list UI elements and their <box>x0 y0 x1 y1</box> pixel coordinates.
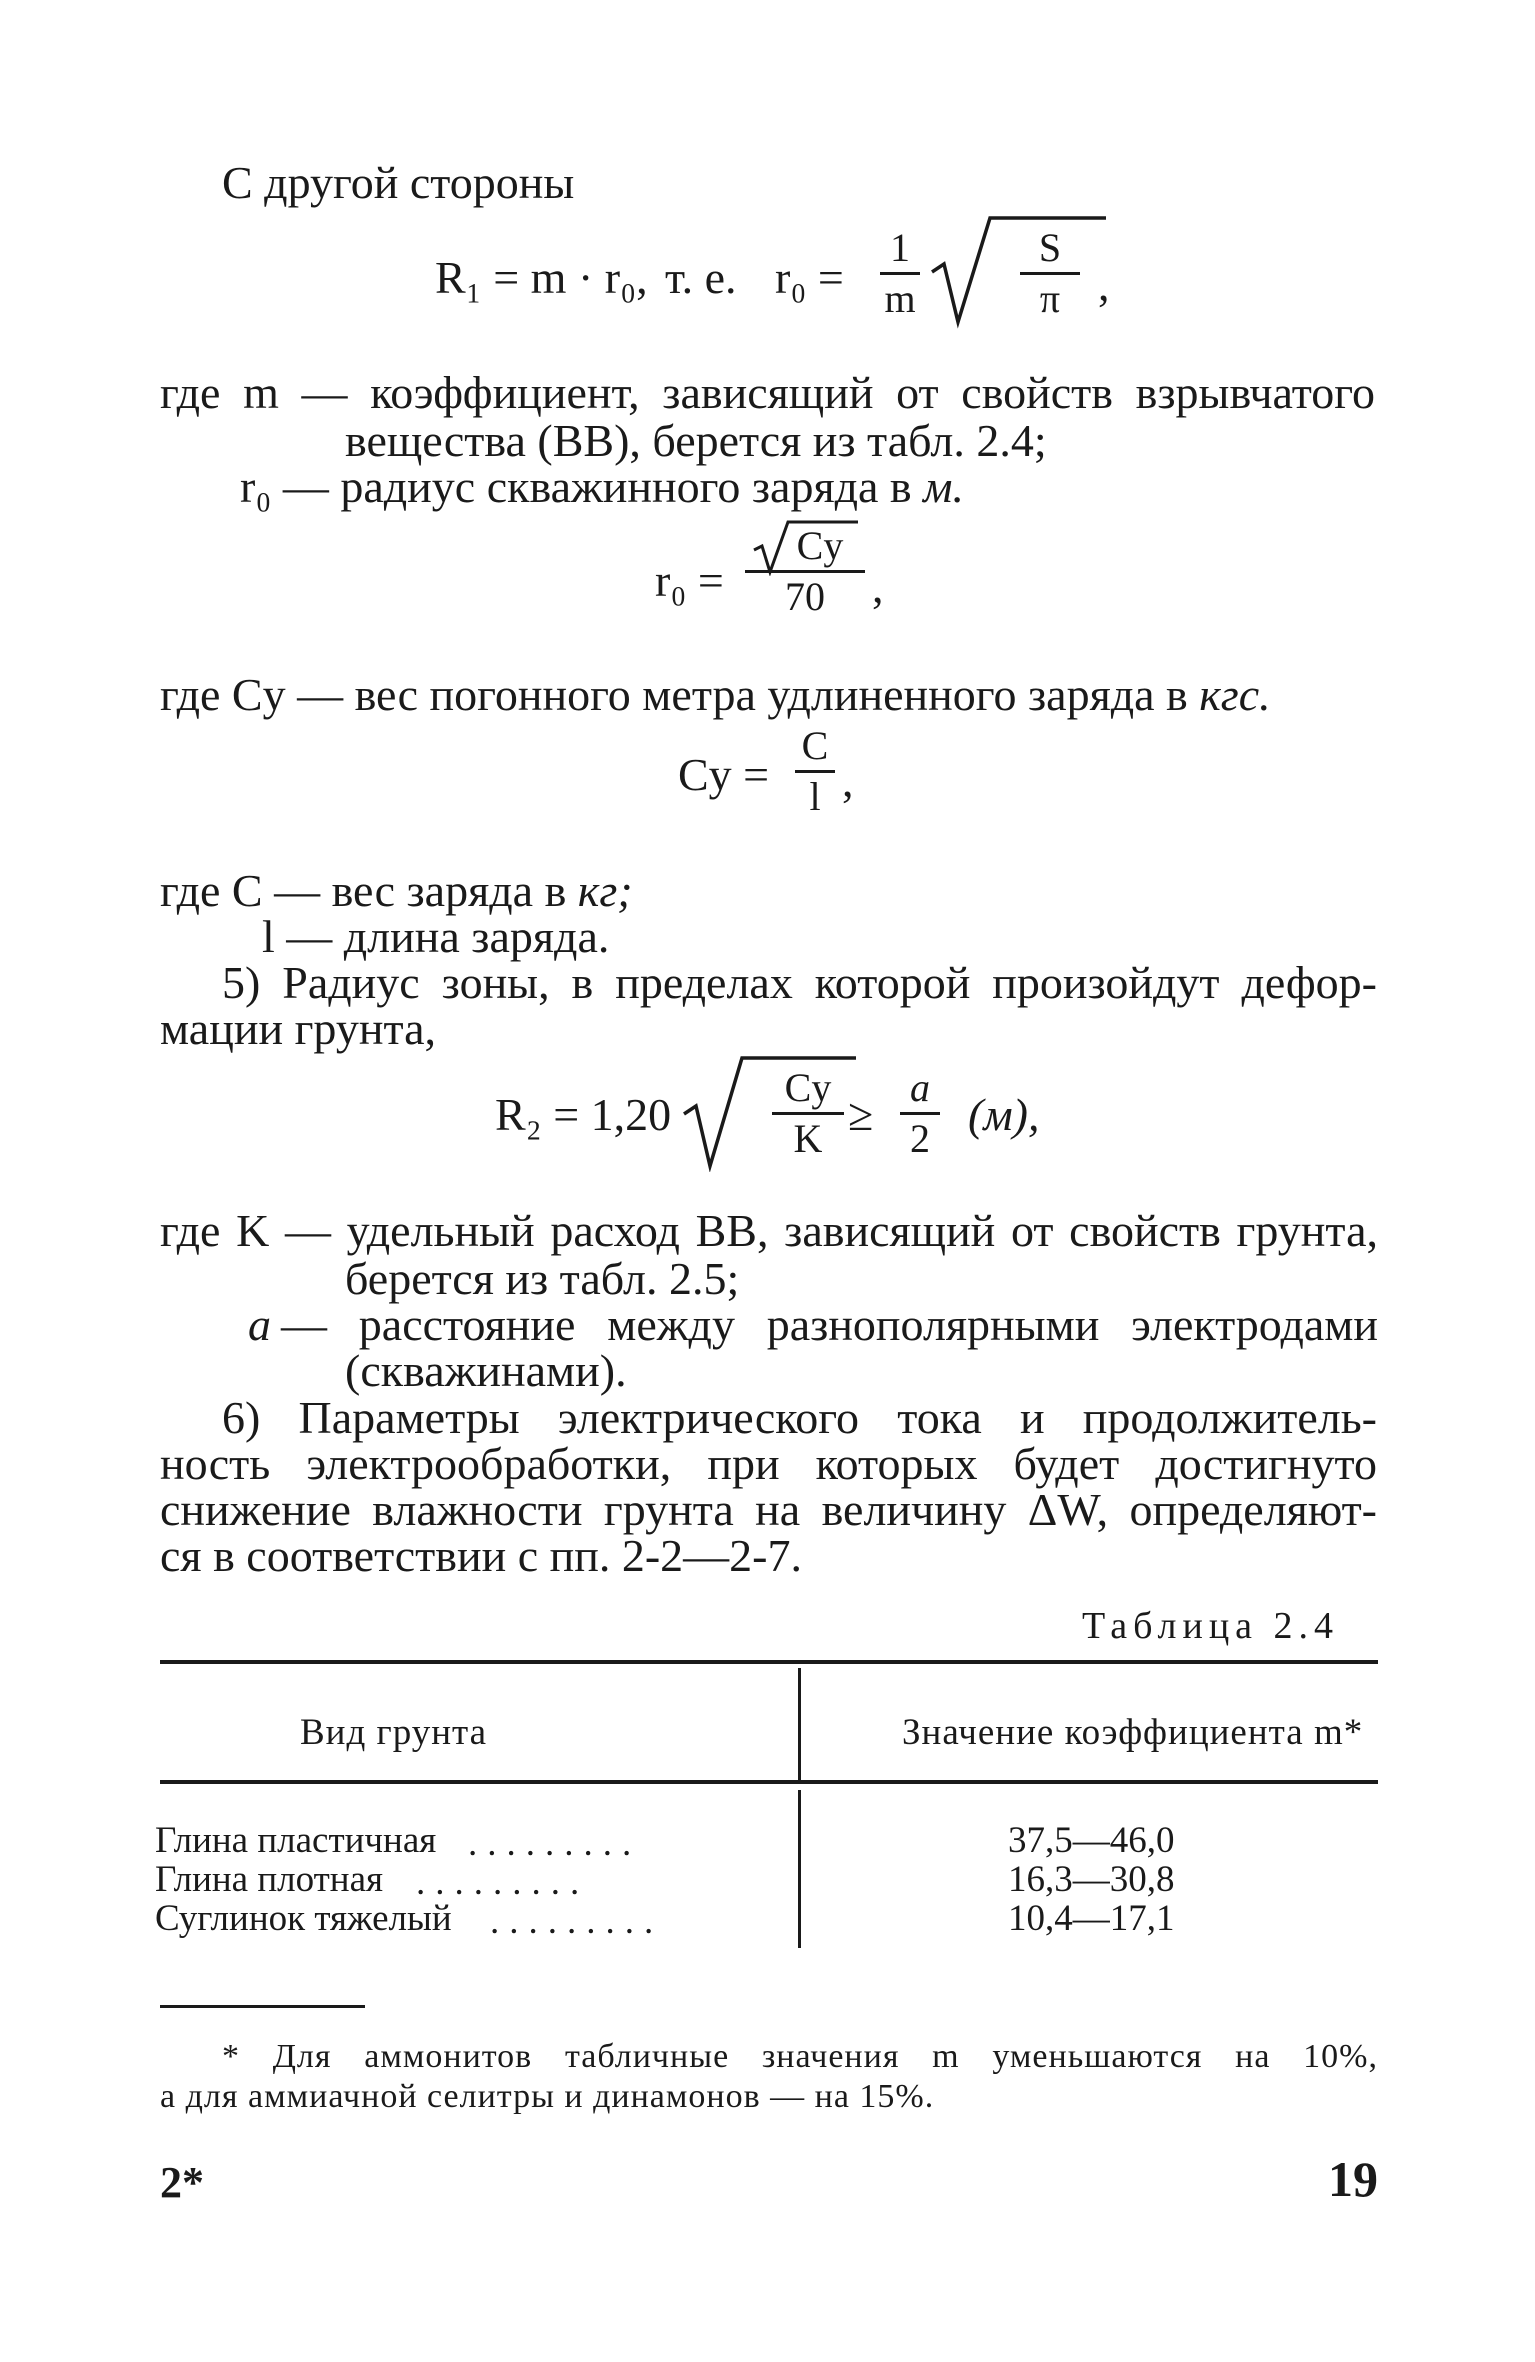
table-leader-dots: ......... <box>490 1901 664 1942</box>
table-cell-coefficient: 16,3—30,8 <box>1008 1859 1175 1900</box>
formula-r0-lhs: r₀ = <box>655 555 724 606</box>
where-c-line <box>160 865 633 916</box>
item6-line4: ся в соответствии с пп. 2-2—2-7. <box>160 1530 803 1581</box>
where-l-line: l — длина заряда. <box>262 911 610 962</box>
where-m-cont: вещества (ВВ), берется из табл. 2.4; <box>345 415 1047 466</box>
fraction-numerator: Cу <box>796 523 844 568</box>
item5-line1 <box>222 957 1377 1008</box>
where-m-line <box>160 367 1375 418</box>
where-cy-text: где Cу — вес погонного метра удлиненного заряда в <box>160 669 1188 720</box>
where-k-line2: берется из табл. 2.5; <box>345 1253 740 1304</box>
table-cell-coefficient: 10,4—17,1 <box>1008 1898 1175 1939</box>
signature-mark: 2* <box>160 2158 204 2207</box>
where-k-line1-text: где K — удельный расход ВВ, зависящий от свойств грунта, <box>160 1205 1378 1256</box>
fraction-cy-over-k <box>772 1065 844 1161</box>
where-k-line1 <box>160 1205 1378 1256</box>
footnote-line1 <box>222 2040 1378 2074</box>
table-header-divider <box>798 1668 801 1780</box>
where-cy-unit: кгс. <box>1199 669 1271 720</box>
formula-r2-ge: ≥ <box>848 1089 874 1140</box>
where-c-unit: кг; <box>577 865 633 916</box>
fraction-cy-over-70 <box>745 523 865 619</box>
fraction-bar <box>900 1112 940 1115</box>
where-a-text: — расстояние между разнополярными электродами <box>281 1299 1378 1350</box>
formula-r1-lhs: R₁ = m · r₀, <box>435 252 648 303</box>
fraction-numerator: S <box>1038 225 1062 270</box>
footnote-line2: а для аммиачной селитры и динамонов — на 15%. <box>160 2078 935 2115</box>
table-cell-soil: Суглинок тяжелый <box>155 1898 452 1939</box>
where-cy-line <box>160 669 1271 720</box>
formula-r2-unit: (м), <box>968 1089 1040 1140</box>
fraction-denominator: 2 <box>910 1116 930 1161</box>
fraction-bar <box>880 272 920 275</box>
formula-r0-comma: , <box>872 561 884 612</box>
footnote-line1-text: * Для аммонитов табличные значения m уменьшаются на 10%, <box>222 2038 1378 2075</box>
formula-r1-te: т. е. <box>665 252 737 303</box>
fraction-bar <box>795 770 835 773</box>
fraction-c-over-l <box>795 723 835 819</box>
table-header-rule <box>160 1780 1378 1784</box>
fraction-1-over-m <box>880 225 920 321</box>
where-a-line2: (скважинами). <box>345 1345 627 1396</box>
where-c-text: где C — вес заряда в <box>160 865 567 916</box>
formula-r2-lhs: R₂ = 1,20 <box>495 1089 672 1140</box>
item6-line1 <box>222 1392 1377 1443</box>
table-body-divider <box>798 1790 801 1948</box>
table-header-coefficient: Значение коэффициента m* <box>902 1712 1364 1753</box>
formula-cy-lhs: Cу = <box>678 749 770 800</box>
table-top-rule <box>160 1660 1378 1664</box>
fraction-bar <box>1020 272 1080 275</box>
item6-line2-text: ность электрообработки, при которых будет достигнуто <box>160 1438 1377 1489</box>
where-a-line <box>248 1299 1378 1350</box>
intro-text: С другой стороны <box>222 157 575 208</box>
formula-cy-comma: , <box>842 755 854 806</box>
where-a-symbol: a <box>248 1299 271 1350</box>
item5-line1-text: 5) Радиус зоны, в пределах которой произойдут дефор- <box>222 957 1377 1008</box>
fraction-denominator: K <box>793 1116 823 1161</box>
table-leader-dots: ......... <box>416 1862 590 1903</box>
fraction-bar <box>745 570 865 573</box>
footnote-rule <box>160 2005 365 2008</box>
formula-r1-comma: , <box>1098 259 1110 310</box>
item6-line3-text: снижение влажности грунта на величину ΔW, определяют- <box>160 1484 1377 1535</box>
item6-line3 <box>160 1484 1377 1535</box>
fraction-denominator: l <box>809 774 821 819</box>
table-leader-dots: ......... <box>468 1823 642 1864</box>
where-m-lead: где m — коэффициент, зависящий от свойств взрывчатого <box>160 367 1375 418</box>
fraction-numerator: Cу <box>784 1065 832 1110</box>
table-cell-coefficient: 37,5—46,0 <box>1008 1820 1175 1861</box>
table-caption: Таблица 2.4 <box>1082 1605 1340 1647</box>
table-header-soil: Вид грунта <box>300 1712 488 1753</box>
where-r0-unit: м. <box>923 461 965 512</box>
page-number: 19 <box>1328 2151 1378 2207</box>
where-r0-line <box>240 461 965 512</box>
fraction-numerator: a <box>910 1065 930 1110</box>
table-cell-soil: Глина пластичная <box>155 1820 437 1861</box>
item5-line2: мации грунта, <box>160 1003 437 1054</box>
formula-r1-r0: r₀ = <box>775 252 844 303</box>
table-cell-soil: Глина плотная <box>155 1859 384 1900</box>
item6-line1-text: 6) Параметры электрического тока и продолжитель- <box>222 1392 1377 1443</box>
fraction-numerator: 1 <box>890 225 910 270</box>
item6-line2 <box>160 1438 1377 1489</box>
fraction-denominator: 70 <box>785 574 825 619</box>
sqrt-sign-icon <box>928 210 1108 330</box>
fraction-denominator: m <box>884 276 916 321</box>
where-r0-text: r₀ — радиус скважинного заряда в <box>240 461 912 512</box>
fraction-s-over-pi <box>1020 225 1080 321</box>
fraction-numerator: C <box>801 723 829 768</box>
fraction-a-over-2 <box>900 1065 940 1161</box>
fraction-denominator: π <box>1039 276 1061 321</box>
fraction-bar <box>772 1112 844 1115</box>
